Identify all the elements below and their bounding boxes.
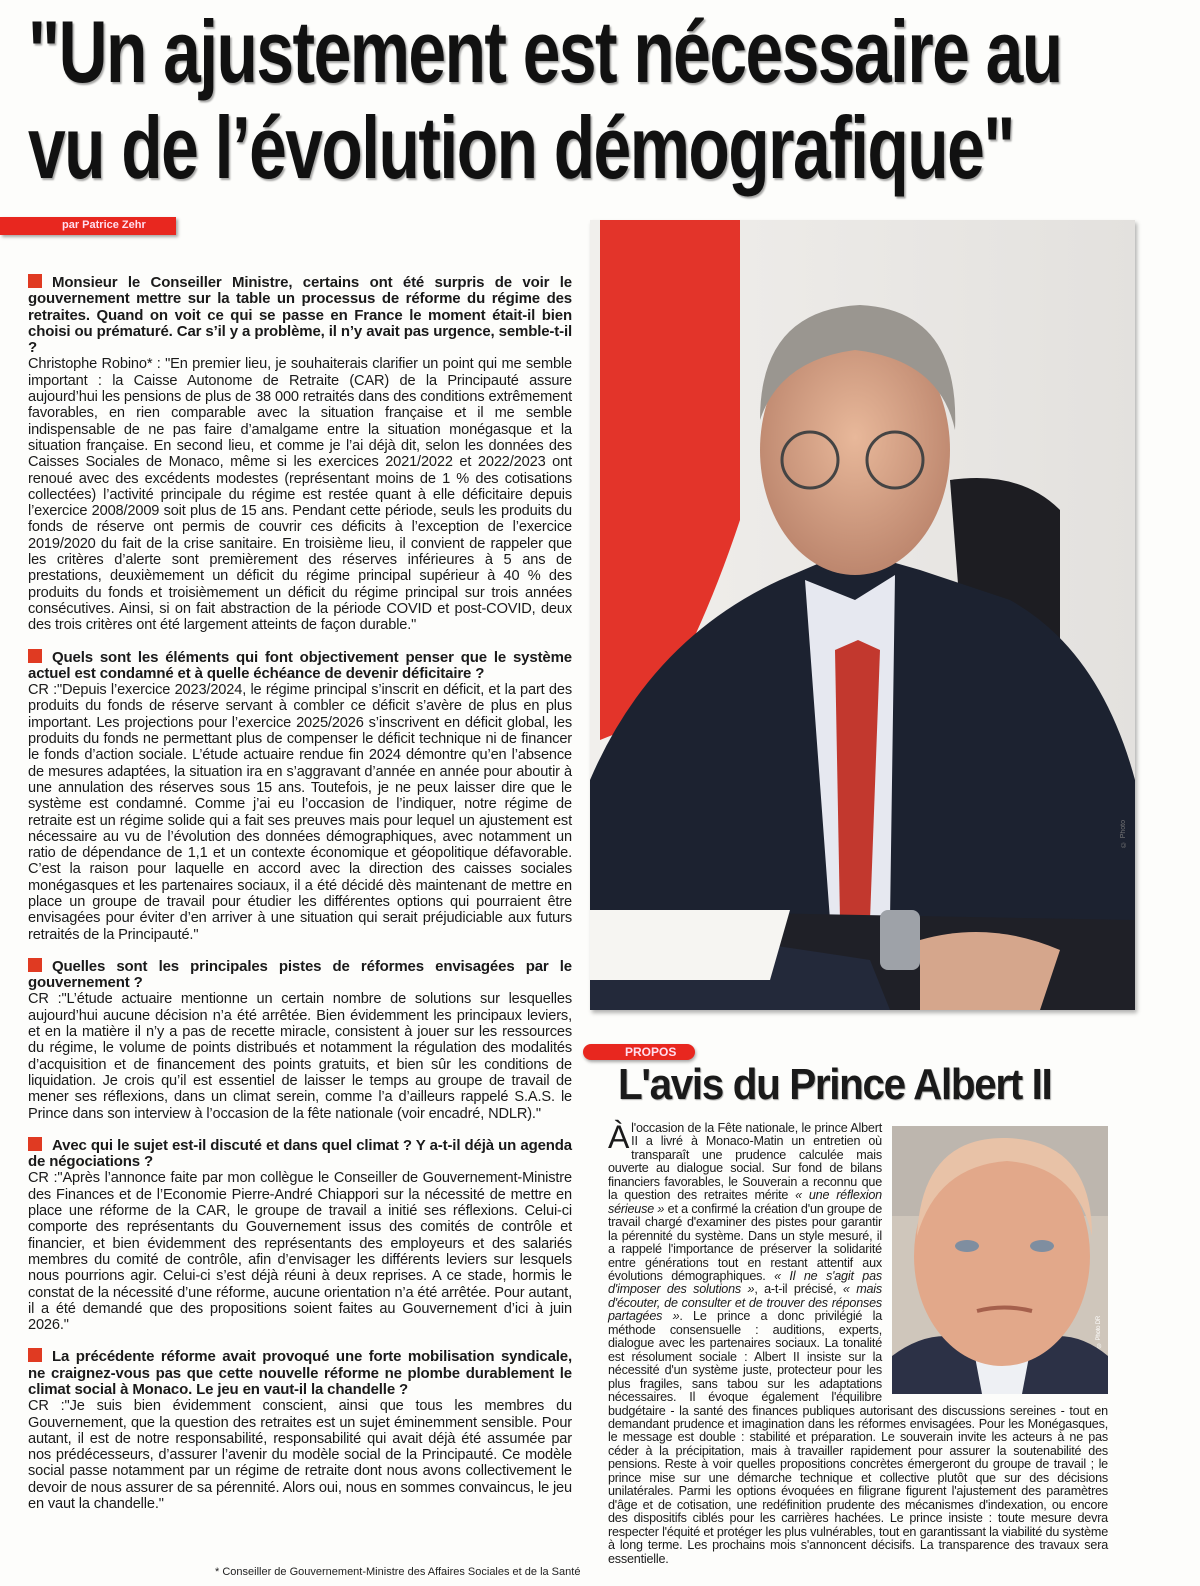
bullet-square-icon: [28, 1348, 42, 1362]
answer: Christophe Robino* : "En premier lieu, je souhaiterais clarifier un point qui me semble important : la Caisse Autonome de Retraite (CAR) de la Principauté assure aujourd’hui les pensions de plus de 38 000 retraités dans des conditions extrêmement favorables, en rien comparable avec la situation française et il me semble indispensable de ne pas faire d’amalgame entre la situation monégasque et la situation française. En second lieu, et comme je l’ai déjà dit, selon les données des Caisses Sociales de Monaco, même si les exercices 2021/2022 et 2022/2023 ont renoué avec des excédents modestes (représentant moins de 1 % des cotisations collectées) l’activité principale du régime est restée quant à elle déficitaire depuis l’exercice 2008/2009 soit plus de 15 ans. Pendant cette période, seuls les produits du fonds de réserve ont permis de couvrir ces déficits à l’exception de l’exercice 2019/2020 du fait de la crise sanitaire. En troisième lieu, il convient de rappeler que les critères d’alerte sont premièrement des réserves inférieures à 5 ans de prestations, deuxièmement un déficit du régime principal supérieur à 40 % des produits du fonds et troisièmement un déficit du régime principal sur trois années consécutives. Ainsi, si on fait abstraction de la période COVID et post-COVID, deux des trois critères ont été largement atteints de façon durable.": [28, 356, 572, 634]
qa-block: [28, 958, 572, 1122]
photo-credit: © Photo: [1120, 820, 1127, 848]
bullet-square-icon: [28, 958, 42, 972]
qa-block: [28, 1137, 572, 1334]
quote: « mais d'écouter, de consulter et de trouver des réponses partagées »: [608, 1282, 882, 1324]
dropcap: À: [608, 1119, 630, 1155]
headline: [28, 4, 1106, 196]
answer: CR :"L’étude actuaire mentionne un certain nombre de solutions sur lesquelles aujourd’hui aucune décision n’a été arrêtée. Bien évidemment les principaux leviers, et en la matière il n’y a pas de recette miracle, consistent à jouer sur les ressources du régime, le volume de points distribués et notamment la régulation des modalités d’acquisition et de financement des points gratuits, et bien sûr les conditions de liquidation. Je crois qu’il est essentiel de laisser le temps au groupe de travail de mener ses réflexions, dans un climat serein, comme l’a d’ailleurs rappelé S.A.S. le Prince dans son interview à l’occasion de la fête nationale (voir encadré, NDLR).": [28, 991, 572, 1122]
answer: CR :"Après l’annonce faite par mon collègue le Conseiller de Gouvernement-Ministre des Finances et de l’Economie Pierre-André Chiappori sur la nécessité de mettre en place une réforme de la CAR, le groupe de travail a initié ses réflexions. Celui-ci comporte des représentants du Gouvernement issus des comités de contrôle et financier, et bien évidemment des représentants des employeurs et des salariés membres du comité de contrôle, afin d’envisager les différents leviers sur lesquels nous pourrions agir. Celui-ci s’est déjà réuni à deux reprises. A ce stade, hormis le constat de la nécessité d’une réforme, aucune orientation n’a été arrêtée. Pour autant, il a été demandé que des propositions soient faites au Gouvernement d’ici à juin 2026.": [28, 1170, 572, 1334]
prince-photo-credit: © Photo DR: [1095, 1316, 1102, 1348]
qa-block: [28, 274, 572, 634]
qa-block: [28, 649, 572, 943]
question: La précédente réforme avait provoqué une forte mobilisation syndicale, ne craignez-vous pas que cette nouvelle réforme ne plombe durablement le climat social à Monaco. Le jeu en vaut-il la chandelle ?: [28, 1348, 572, 1398]
qa-block: [28, 1348, 572, 1512]
bullet-square-icon: [28, 649, 42, 663]
bullet-square-icon: [28, 274, 42, 288]
prince-portrait-illustration: [892, 1126, 1108, 1394]
question: Quels sont les éléments qui font objectivement penser que le système actuel est condamné et à quelle échéance de devenir déficitaire ?: [28, 648, 572, 682]
prince-sidebar: [580, 1040, 1110, 1586]
byline-banner: [0, 217, 176, 235]
headline-line-1: "Un ajustement est nécessaire au: [28, 2, 1062, 101]
quote: « une réflexion sérieuse »: [608, 1188, 882, 1216]
sidebar-body: © Photo DR À l'occasion de la Fête nationale, le prince Albert II a livré à Monaco-Matin un entretien où transparaît une prudence calculée mais ouverte au dialogue social. Sur fond de bilans financiers favorables, le Souverain a reconnu que la question des retraites mérite « une réflexion sérieuse » et a confirmé la création d'un groupe de travail chargé d'examiner des pistes pour garantir la pérennité du système. Dans un style mesuré, il a rappelé l'importance de préserver la solidarité entre générations tout en restant attentif aux évolutions démographiques. « Il ne s'agit pas d'imposer des solutions », a-t-il précisé, « mais d'écouter, de consulter et de trouver des réponses partagées ». Le prince a donc privilégié la méthode consensuelle : auditions, experts, dialogue avec les partenaires sociaux. La tonalité est résolument sociale : Albert II insiste sur la nécessité d'un système juste, protecteur pour les plus fragiles, sans tabou sur les adaptations nécessaires. Il évoque également l'équilibre budgétaire - la santé des finances publiques autorisant des discussions sereines - tout en demandant prudence et imagination dans les réformes envisagées. Pour les Monégasques, le message est double : stabilité et préparation. Le souverain invite les acteurs à ne pas céder à la précipitation, mais à travailler rapidement pour assurer la soutenabilité des pensions. Reste à voir quelles propositions concrètes émergeront du groupe de travail ; le prince mise sur une démarche technique et collective plutôt que sur des décisions unilatérales. Parmi les options évoquées en filigrane figurent l'ajustement des paramètres d'âge et de cotisation, une redéfinition prudente des mécanismes d'indexation, ou encore des dispositifs ciblés pour les carrières hachées. Le prince insiste : toute mesure devra respecter l'équité et protéger les plus vulnérables, tout en garantissant la viabilité du système à long terme. Les prochains mois s'annoncent décisifs. La transparence des travaux sera essentielle.: [608, 1119, 1108, 1566]
question: Quelles sont les principales pistes de réformes envisagées par le gouvernement ?: [28, 957, 572, 992]
answer: CR :"Je suis bien évidemment conscient, ainsi que tous les membres du Gouvernement, que la question des retraites est un sujet éminemment sensible. Pour autant, il est de notre responsabilité, responsabilité qui avait déjà été assumée par nos prédécesseurs, d’assurer l’avenir du modèle social de la Principauté. Ce modèle social passe notamment par un régime de retraite dont nous avons collectivement le devoir de nous assurer de sa pérennité. Alors oui, nous en sommes convaincus, le jeu en vaut la chandelle.": [28, 1398, 572, 1513]
headline-line-2: vu de l’évolution démografique": [28, 98, 1014, 197]
section-tag: PROPOS: [583, 1044, 695, 1060]
watch: [880, 910, 920, 970]
quote: « Il ne s'agit pas d'imposer des solutions »: [608, 1268, 882, 1297]
answer: CR :"Depuis l’exercice 2023/2024, le régime principal s’inscrit en déficit, et la part des produits du fonds de réserve servant à combler ce déficit s’avère de plus en plus important. Les projections pour l’exercice 2025/2026 s’inscrivent en déficit global, les produits du fonds ne permettant plus de compenser le déficit technique ni de financer le fonds d’action sociale. L’étude actuaire rendue fin 2024 démontre qu’en l’absence de mesures adaptées, la situation ira en s’aggravant d’année en année pour aboutir à une annulation des réserves sous 15 ans. Toutefois, je ne peux laisser dire que le système est condamné. Comme j’ai eu l’occasion de l’indiquer, notre régime de retraite est un régime solide qui a fait ses preuves mais pour lequel un ajustement est nécessaire au vu de l’évolution des données démographiques, avec notamment un ratio de dépendance de 1,1 et un contexte économique et géopolitique défavorable. C’est la raison pour laquelle en accord avec la direction des caisses sociales monégasques et les partenaires sociaux, il a été décidé dès maintenant de mettre en place un groupe de travail pour étudier les différentes options qui pourraient être envisagées pour éviter d’en arriver à une situation qui serait préjudiciable aux futurs retraités de la Principauté.": [28, 682, 572, 943]
minister-photo: [590, 220, 1135, 1010]
sidebar-title: L'avis du Prince Albert II: [618, 1060, 1052, 1109]
prince-photo: [892, 1126, 1108, 1394]
footnote: * Conseiller de Gouvernement-Ministre des Affaires Sociales et de la Santé: [215, 1566, 581, 1578]
question: Monsieur le Conseiller Ministre, certains ont été surpris de voir le gouvernement mettre sur la table un processus de réforme du régime des retraites. Quand on voit ce qui se passe en France le moment était-il bien choisi ou prématuré. Car s’il y a problème, il n’y avait pas urgence, semble-t-il ?: [28, 274, 572, 357]
byline: par Patrice Zehr: [62, 219, 146, 231]
question: Avec qui le sujet est-il discuté et dans quel climat ? Y a-t-il déjà un agenda de négociations ?: [28, 1136, 572, 1171]
interview-column: [28, 274, 572, 1527]
bullet-square-icon: [28, 1137, 42, 1151]
minister-portrait-illustration: [590, 220, 1135, 1010]
